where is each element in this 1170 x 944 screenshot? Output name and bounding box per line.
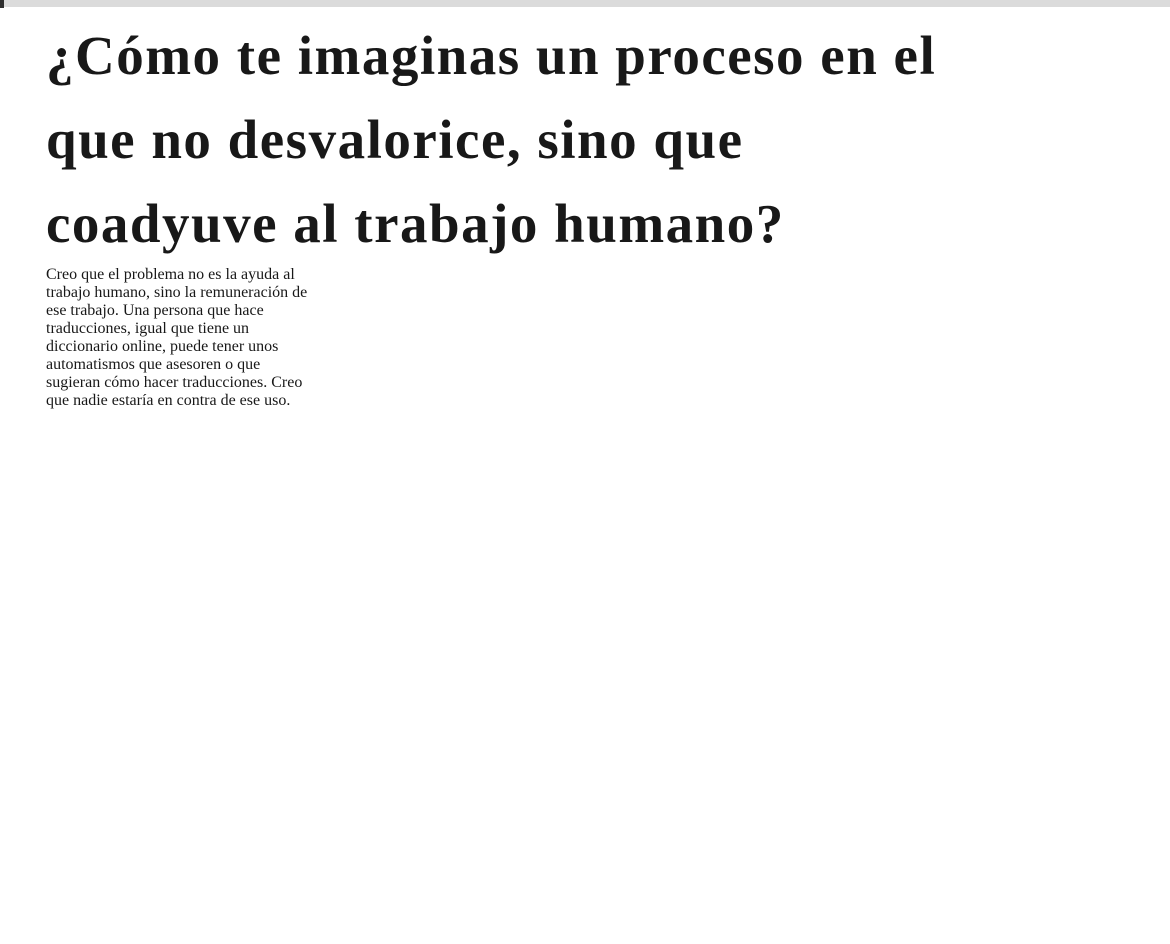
- heading-line: ¿Cómo te imaginas un proceso en el: [46, 25, 937, 86]
- article-excerpt: [0, 7, 1170, 426]
- heading-line: coadyuve al trabajo humano?: [46, 193, 785, 254]
- paragraph-line: que nadie estaría en contra de ese uso.: [46, 392, 291, 409]
- window-top-edge: [0, 0, 1170, 7]
- paragraph-line: traducciones, igual que tiene un: [46, 320, 250, 337]
- paragraph-line: diccionario online, puede tener unos: [46, 338, 279, 355]
- paragraph-line: automatismos que asesoren o que: [46, 356, 261, 373]
- paragraph-line: sugieran cómo hacer traducciones. Creo: [46, 374, 303, 391]
- paragraph-line: ese trabajo. Una persona que hace: [46, 302, 264, 319]
- heading-line: que no desvalorice, sino que: [46, 109, 744, 170]
- question-heading: [46, 14, 1140, 266]
- paragraph-line: Creo que el problema no es la ayuda al: [46, 266, 295, 283]
- paragraph-line: trabajo humano, sino la remuneración de: [46, 284, 308, 301]
